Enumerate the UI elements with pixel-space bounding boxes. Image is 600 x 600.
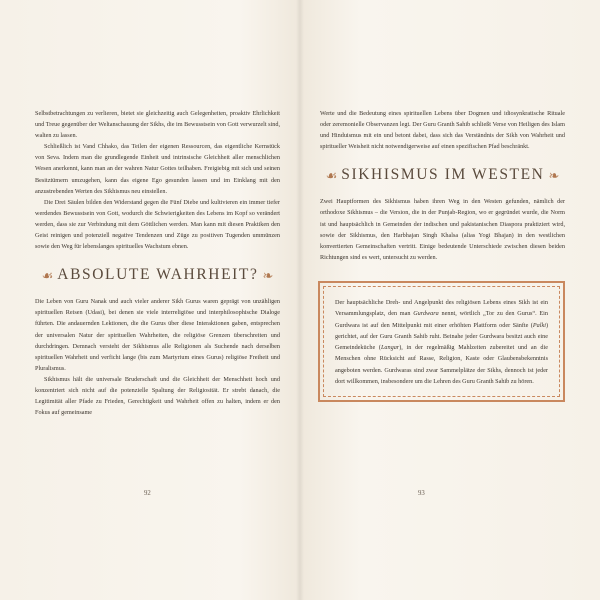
paragraph: Die Leben von Guru Nanak und auch vieler anderer Sikh Gurus waren geprägt von unzähligen spirituellen Reisen (Udasi), bei denen sie viele interreligiöse und interphilosophische Dialoge führten. Die andauernden Lektionen, die die Gurus über diese Interaktionen gaben, entsprechen der universalen Natur der spirituellen Wahrheiten, die religiöse Grenzen überschreiten und durchdringen. Demnach versteht der Sikhismus alle Religionen als Suchende nach derselben spirituellen Wahrheit und verficht lange (bis zum Martyrium eines Gurus) religiöse Freiheit und Pluralismus. [35, 298, 280, 372]
section-heading-absolute-truth [35, 266, 280, 284]
paragraph: Werte und die Bedeutung eines spirituellen Lebens über Dogmen und idiosynkratische Rituale oder zeremonielle Observanzen legt. Der Guru Granth Sahib schließt Verse von Heiligen des Islam und Hinduismus mit ein und betont dabei, dass sich das Verständnis der Sikh von Wahrheit und spiritueller Weisheit nicht notwendigerweise auf einen spezifischen Pfad beschränkt. [320, 110, 565, 151]
box-term-langar: Langar [380, 344, 400, 352]
page-number: 93 [418, 490, 425, 497]
paragraph: Zwei Hauptformen des Sikhismus haben ihren Weg in den Westen gefunden, nämlich der orthodoxe Sikhismus – die Version, die in der Punjab-Region, wo er gegründet wurde, die Norm ist und hauptsächlich in Gemeinden der indischen und pakistanischen Diaspora praktiziert wird, sowie der Sikhismus, den Harbhajan Singh Khalsa (alias Yogi Bhajan) in den westlichen konvertierten Gemeinschaften vertritt. Einige bedeutende Unterschiede zwischen diesen beiden Richtungen sind es wert, untersucht zu werden. [320, 198, 565, 261]
ornament-left-icon: ☙ [325, 167, 338, 183]
paragraph: Selbstbetrachtungen zu verlieren, bietet sie gleichzeitig auch Gelegenheiten, proaktiv Ehrlichkeit und Treue gegenüber der Weltanschauung der Sikhs, die im Bewusstsein von Gott verwurzelt sind, walten zu lassen. [35, 110, 280, 140]
box-text-segment: nennt, wörtlich „Tor zu den Gurus“. Ein Gurdwara ist auf den Mittelpunkt mit einer erhöhten Plattform oder Sänfte ( [335, 310, 548, 329]
paragraph: Sikhismus hält die universale Bruderschaft und die Gleichheit der Menschheit hoch und konzentriert sich nicht auf die potenzielle Spaltung der Religiosität. Er strebt danach, die Legitimität aller Pfade zu Frieden, Gerechtigkeit und Wahrheit offen zu halten, indem er den Fokus auf gemeinsame [35, 375, 280, 417]
paragraph: Schließlich ist Vand Chhako, das Teilen der eigenen Ressourcen, das eigentliche Kernstück von Seva. Indem man die grundlegende Einheit und intrinsische Gleichheit aller menschlichen Wesen anerkennt, kann man an der wahren Natur Gottes teilhaben. Freigiebig mit sich und seinen Besitztümern umzugehen, kann das eigene Ego gesunden lassen und im Einklang mit den anzustrebenden Werten des Sikhismus neu einstellen. [35, 143, 280, 195]
heading-text: ABSOLUTE WAHRHEIT? [57, 266, 259, 284]
page-number: 92 [144, 490, 151, 497]
paragraph: Die Drei Säulen bilden den Widerstand gegen die Fünf Diebe und kultivieren ein immer tiefer werdendes Bewusstsein von Gott, wodurch die Schwierigkeiten des Lebens im Kopf so verändert werden, dass sie zur Verbindung mit dem Göttlichen werden. Man kann mit diesen Praktiken den Geist reinigen und potenziell negative Tendenzen und Züge zu positiven Tugenden ummünzen sowie den Weg für lebenslanges spirituelles Wachstum ebnen. [35, 198, 280, 251]
box-text-segment: ) gerichtet, auf der Guru Granth Sahib ruht. Beinahe jeder Gurdwara besitzt auch eine Gemeindeküche ( [335, 321, 548, 352]
box-text-segment: Der hauptsächliche Dreh- und Angelpunkt des religiösen Lebens eines Sikh ist ein Versammlungsplatz, den man [335, 298, 548, 318]
heading-text: SIKHISMUS IM WESTEN [341, 166, 545, 184]
ornament-right-icon: ❧ [548, 167, 560, 183]
ornament-right-icon: ❧ [262, 267, 274, 283]
box-term-palki: Palki [532, 321, 546, 329]
box-term-gurdwara: Gurdwara [413, 310, 439, 318]
info-box-text [323, 286, 560, 397]
ornament-left-icon: ☙ [41, 267, 54, 283]
info-box [318, 281, 565, 402]
book-gutter [296, 0, 304, 600]
box-text-segment: ), in der regelmäßig Mahlzeiten zubereitet und an die Menschen ohne Rücksicht auf Rasse, Religion, Kaste oder Glaubensbekenntnis angeboten werden. Gurdwaras sind zwar Sammelplätze der Sikhs, dennoch ist jeder dort willkommen, insbesondere um die Lehren des Guru Granth Sahib zu hören. [335, 344, 548, 386]
right-page [300, 0, 600, 600]
section-heading-sikhism-west [320, 166, 565, 184]
